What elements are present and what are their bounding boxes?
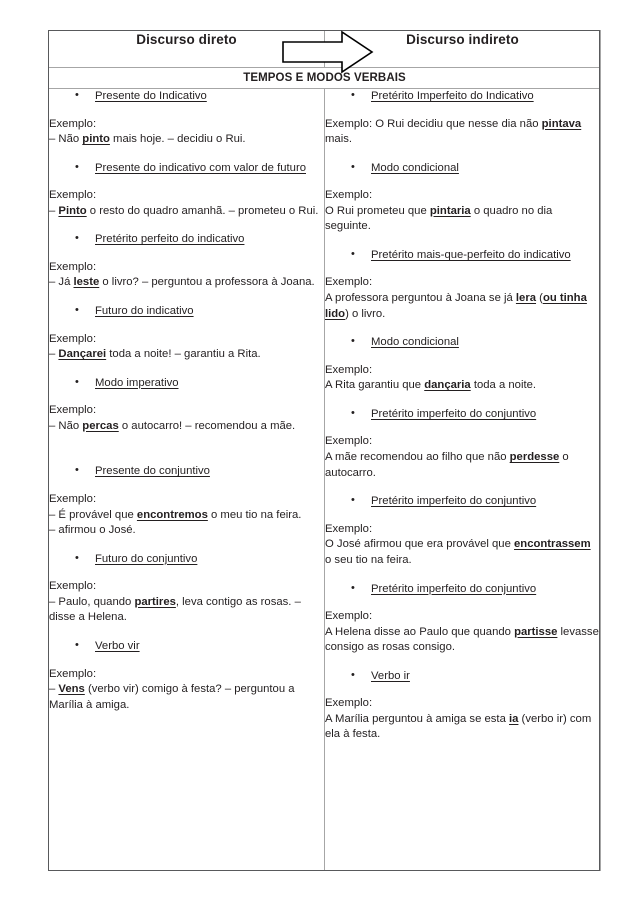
spacer (49, 626, 324, 639)
sentence-text: – Não (49, 133, 83, 146)
body-cell-direct-discourse (49, 89, 325, 871)
header-cell-indirect (325, 31, 601, 68)
sentence-text: – afirmou o José. (49, 524, 136, 537)
example-label: Exemplo: (49, 189, 97, 202)
example-sentence (49, 523, 324, 539)
example-block (49, 492, 324, 539)
tense-name: Futuro do indicativo (95, 305, 194, 318)
sentence-text: o autocarro. (325, 451, 569, 479)
example-sentence (49, 682, 324, 713)
bullet-list (325, 335, 600, 351)
highlighted-verb: perdesse (509, 451, 560, 464)
highlighted-verb: pintava (541, 117, 582, 130)
bullet-list (49, 464, 324, 480)
tense-name: Presente do indicativo com valor de futuro (95, 161, 306, 174)
list-item (49, 89, 324, 105)
example-block (49, 403, 324, 434)
bullet-list (49, 161, 324, 177)
body-cell-indirect-discourse (325, 89, 601, 871)
list-item (49, 161, 324, 177)
tense-name: Modo imperativo (95, 376, 179, 389)
sentence-text: O Rui prometeu que (325, 204, 430, 217)
example-label: Exemplo: (325, 610, 373, 622)
subheader-cell (49, 68, 601, 89)
list-item (325, 89, 600, 105)
example-block (325, 696, 600, 743)
sentence-text: o seu tio na feira. (325, 553, 412, 566)
tense-name: Modo condicional (371, 336, 459, 349)
spacer (325, 235, 600, 248)
sentence-text: – Não (49, 419, 83, 432)
highlighted-verb: percas (82, 419, 119, 432)
list-item (325, 248, 600, 264)
sentence-text: o livro? – perguntou a professora à Joana. (99, 276, 315, 289)
example-block (325, 117, 600, 148)
highlighted-verb: Vens (58, 683, 85, 696)
highlighted-verb: pinto (82, 133, 110, 146)
list-item (325, 407, 600, 423)
example-sentence (49, 347, 324, 363)
sentence-text: o resto do quadro amanhã. – prometeu o Rui. (86, 204, 319, 217)
example-block (325, 434, 600, 481)
sentence-text: A professora perguntou à Joana se já (325, 292, 516, 305)
highlighted-verb: dançaria (424, 379, 471, 392)
example-sentence (325, 712, 600, 743)
sentence-text: – (49, 204, 59, 217)
tense-name: Pretérito imperfeito do conjuntivo (371, 495, 537, 508)
bullet-list (49, 376, 324, 392)
sentence-text: , leva contigo as rosas. – disse a Helena. (49, 595, 301, 624)
tense-name: Futuro do conjuntivo (95, 552, 198, 565)
example-block (49, 188, 324, 219)
table-subheader-row (49, 68, 601, 89)
example-sentence (49, 204, 324, 220)
list-item (49, 552, 324, 568)
sentence-text: toda a noite! – garantiu a Rita. (106, 348, 261, 361)
list-item (49, 639, 324, 655)
sentence-text: – (49, 683, 59, 696)
example-sentence (325, 291, 600, 322)
example-block (325, 275, 600, 322)
list-item (49, 464, 324, 480)
bullet-list (49, 232, 324, 248)
bullet-list (49, 552, 324, 568)
example-label: Exemplo: (49, 667, 97, 680)
list-item (325, 582, 600, 598)
highlighted-verb: partisse (514, 625, 558, 638)
sentence-text: – (49, 348, 59, 361)
section-title: TEMPOS E MODOS VERBAIS (243, 72, 406, 84)
sentence-text: Exemplo: O Rui decidiu que nesse dia não (325, 117, 542, 130)
list-item (325, 161, 600, 177)
bullet-list (325, 582, 600, 598)
example-label: Exemplo: (49, 332, 97, 345)
table-body-row (49, 89, 601, 871)
bullet-list (49, 304, 324, 320)
bullet-list (325, 161, 600, 177)
example-label: Exemplo: (49, 580, 97, 593)
list-item (325, 335, 600, 351)
bullet-list (325, 407, 600, 423)
page-title-indirect: Discurso indireto (406, 32, 519, 47)
spacer (49, 219, 324, 232)
sentence-text: levasse consigo as rosas consigo. (325, 625, 599, 654)
sentence-text: A mãe recomendou ao filho que não (325, 451, 510, 464)
example-sentence (325, 378, 600, 394)
sentence-text: mais. (325, 133, 352, 146)
example-sentence (325, 117, 600, 148)
tense-name: Pretérito imperfeito do conjuntivo (371, 582, 537, 595)
highlighted-verb: ou tinha lido (325, 292, 587, 320)
sentence-text: A Helena disse ao Paulo que quando (325, 625, 515, 638)
spacer (49, 434, 324, 464)
spacer (325, 569, 600, 582)
example-block (325, 363, 600, 394)
highlighted-verb: partires (134, 595, 176, 608)
bullet-list (49, 89, 324, 105)
spacer (325, 481, 600, 494)
highlighted-verb: Dançarei (58, 348, 107, 361)
example-sentence (49, 419, 324, 435)
sentence-text: – É provável que (49, 508, 137, 521)
example-sentence (49, 595, 324, 626)
example-sentence (325, 625, 600, 656)
example-label: Exemplo: (49, 117, 97, 130)
comparison-table (48, 30, 600, 871)
sentence-text: – Já (49, 276, 74, 289)
highlighted-verb: leste (73, 276, 100, 289)
example-block (49, 579, 324, 626)
sentence-text: ) o livro. (345, 307, 386, 320)
example-block (325, 609, 600, 656)
highlighted-verb: Pinto (58, 204, 87, 217)
sentence-text: O José afirmou que era provável que (325, 538, 515, 551)
tense-name: Pretérito imperfeito do conjuntivo (371, 407, 537, 420)
highlighted-verb: ia (509, 712, 519, 725)
list-item (49, 376, 324, 392)
discourse-table (48, 30, 601, 871)
sentence-text: A Marília perguntou à amiga se esta (325, 712, 509, 725)
spacer (325, 394, 600, 407)
tense-name: Pretérito Imperfeito do Indicativo (371, 90, 534, 102)
spacer (325, 656, 600, 669)
highlighted-verb: lera (515, 292, 537, 305)
example-block (325, 522, 600, 569)
table-header-row (49, 31, 601, 68)
sentence-text: (verbo vir) comigo à festa? – perguntou a Marília à amiga. (49, 683, 295, 711)
example-label: Exemplo: (325, 276, 373, 289)
spacer (49, 148, 324, 161)
example-block (49, 260, 324, 291)
sentence-text: o meu tio na feira. (207, 508, 302, 521)
bullet-list (325, 89, 600, 105)
bullet-list (325, 669, 600, 685)
list-item (49, 304, 324, 320)
tense-name: Presente do Indicativo (95, 90, 207, 102)
bullet-list (49, 639, 324, 655)
sentence-text: ( (536, 292, 543, 305)
bullet-list (325, 248, 600, 264)
list-item (49, 232, 324, 248)
highlighted-verb: encontrassem (514, 538, 591, 551)
bullet-list (325, 494, 600, 510)
example-block (49, 667, 324, 714)
sentence-text: o autocarro! – recomendou a mãe. (118, 419, 296, 432)
tense-name: Pretérito perfeito do indicativo (95, 233, 245, 246)
example-label: Exemplo: (325, 435, 373, 448)
example-label: Exemplo: (325, 189, 373, 202)
tense-name: Verbo vir (95, 640, 140, 652)
sentence-text: (verbo ir) com ela à festa. (325, 712, 592, 741)
sentence-text: A Rita garantiu que (325, 379, 425, 392)
spacer (49, 291, 324, 304)
example-label: Exemplo: (49, 260, 97, 273)
example-sentence (49, 508, 324, 524)
example-sentence (49, 132, 324, 148)
example-sentence (325, 450, 600, 481)
list-item (325, 494, 600, 510)
tense-name: Verbo ir (371, 669, 410, 682)
example-sentence (49, 275, 324, 291)
sentence-text: toda a noite. (470, 379, 537, 392)
header-cell-direct (49, 31, 325, 68)
example-block (49, 117, 324, 148)
spacer (49, 539, 324, 552)
spacer (325, 148, 600, 161)
sentence-text: mais hoje. – decidiu o Rui. (109, 133, 246, 146)
example-sentence (325, 204, 600, 235)
example-label: Exemplo: (325, 522, 373, 535)
sentence-text: o quadro no dia seguinte. (325, 204, 553, 233)
tense-name: Pretérito mais-que-perfeito do indicativo (371, 248, 571, 261)
example-sentence (325, 537, 600, 568)
highlighted-verb: encontremos (136, 508, 208, 521)
example-label: Exemplo: (49, 404, 97, 417)
example-block (325, 188, 600, 235)
list-item (325, 669, 600, 685)
example-label: Exemplo: (325, 697, 373, 710)
spacer (325, 322, 600, 335)
highlighted-verb: pintaria (429, 204, 471, 217)
example-block (49, 332, 324, 363)
tense-name: Modo condicional (371, 161, 459, 174)
sentence-text: – Paulo, quando (49, 595, 135, 608)
example-label: Exemplo: (325, 363, 373, 376)
tense-name: Presente do conjuntivo (95, 465, 210, 478)
example-label: Exemplo: (49, 492, 97, 505)
page-title-direct: Discurso direto (136, 32, 237, 47)
spacer (49, 363, 324, 376)
